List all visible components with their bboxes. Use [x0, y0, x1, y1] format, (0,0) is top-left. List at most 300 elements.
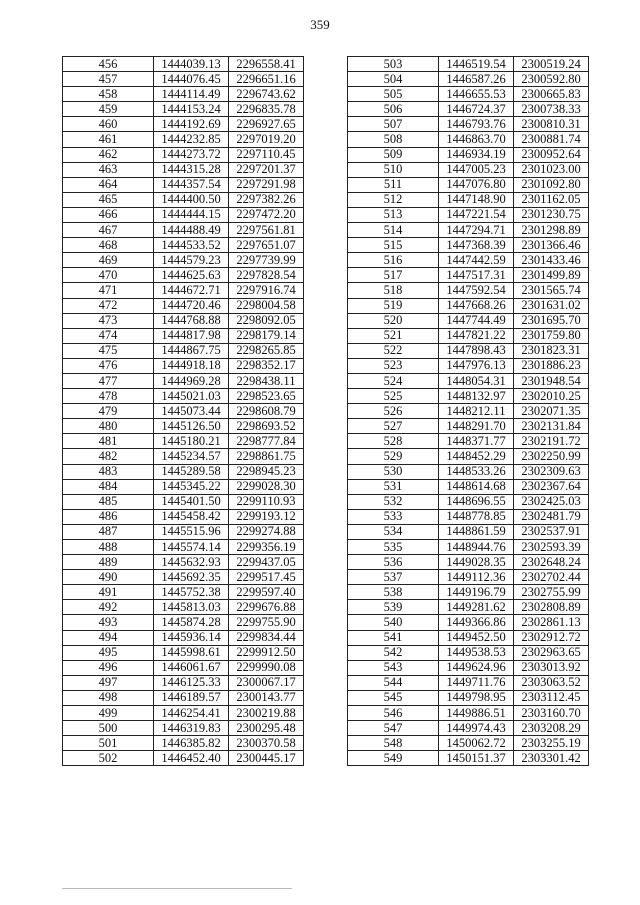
y-coordinate-cell: 2299676.88 [229, 600, 304, 615]
y-coordinate-cell: 2300219.88 [229, 706, 304, 721]
table-row [63, 207, 304, 222]
x-coordinate-cell: 1448291.70 [439, 419, 514, 434]
y-coordinate-cell: 2298352.17 [229, 358, 304, 373]
point-number-cell: 501 [63, 736, 154, 751]
table-row [348, 253, 589, 268]
point-number-cell: 482 [63, 449, 154, 464]
point-number-cell: 486 [63, 509, 154, 524]
point-number-cell: 485 [63, 494, 154, 509]
y-coordinate-cell: 2298438.11 [229, 373, 304, 388]
table-row [63, 253, 304, 268]
x-coordinate-cell: 1449028.35 [439, 555, 514, 570]
y-coordinate-cell: 2300592.80 [514, 72, 589, 87]
x-coordinate-cell: 1447442.59 [439, 253, 514, 268]
y-coordinate-cell: 2300067.17 [229, 675, 304, 690]
page-number: 359 [310, 17, 330, 32]
point-number-cell: 538 [348, 585, 439, 600]
point-number-cell: 530 [348, 464, 439, 479]
point-number-cell: 525 [348, 389, 439, 404]
point-number-cell: 527 [348, 419, 439, 434]
y-coordinate-cell: 2299597.40 [229, 585, 304, 600]
table-row [348, 238, 589, 253]
y-coordinate-cell: 2298092.05 [229, 313, 304, 328]
point-number-cell: 521 [348, 328, 439, 343]
y-coordinate-cell: 2303208.29 [514, 721, 589, 736]
x-coordinate-cell: 1449366.86 [439, 615, 514, 630]
y-coordinate-cell: 2301695.70 [514, 313, 589, 328]
table-row [63, 615, 304, 630]
point-number-cell: 547 [348, 721, 439, 736]
table-row [348, 298, 589, 313]
table-row [63, 751, 304, 766]
x-coordinate-cell: 1444076.45 [154, 72, 229, 87]
x-coordinate-cell: 1445126.50 [154, 419, 229, 434]
point-number-cell: 513 [348, 207, 439, 222]
table-row [348, 147, 589, 162]
point-number-cell: 506 [348, 102, 439, 117]
point-number-cell: 491 [63, 585, 154, 600]
point-number-cell: 524 [348, 373, 439, 388]
y-coordinate-cell: 2299193.12 [229, 509, 304, 524]
table-row [63, 238, 304, 253]
point-number-cell: 540 [348, 615, 439, 630]
x-coordinate-cell: 1444533.52 [154, 238, 229, 253]
point-number-cell: 514 [348, 223, 439, 238]
table-row [63, 298, 304, 313]
point-number-cell: 529 [348, 449, 439, 464]
x-coordinate-cell: 1445180.21 [154, 434, 229, 449]
x-coordinate-cell: 1448132.97 [439, 389, 514, 404]
y-coordinate-cell: 2299274.88 [229, 524, 304, 539]
table-row [63, 177, 304, 192]
table-row [348, 162, 589, 177]
y-coordinate-cell: 2302481.79 [514, 509, 589, 524]
y-coordinate-cell: 2300143.77 [229, 690, 304, 705]
x-coordinate-cell: 1444817.98 [154, 328, 229, 343]
x-coordinate-cell: 1447294.71 [439, 223, 514, 238]
table-row [63, 87, 304, 102]
table-row [348, 283, 589, 298]
x-coordinate-cell: 1445401.50 [154, 494, 229, 509]
table-row [348, 57, 589, 72]
y-coordinate-cell: 2299755.90 [229, 615, 304, 630]
x-coordinate-cell: 1447898.43 [439, 343, 514, 358]
y-coordinate-cell: 2301759.80 [514, 328, 589, 343]
point-number-cell: 502 [63, 751, 154, 766]
point-number-cell: 531 [348, 479, 439, 494]
x-coordinate-cell: 1446934.19 [439, 147, 514, 162]
x-coordinate-cell: 1450151.37 [439, 751, 514, 766]
y-coordinate-cell: 2297561.81 [229, 223, 304, 238]
x-coordinate-cell: 1444400.50 [154, 192, 229, 207]
point-number-cell: 539 [348, 600, 439, 615]
x-coordinate-cell: 1446189.57 [154, 690, 229, 705]
table-row [63, 223, 304, 238]
x-coordinate-cell: 1446254.41 [154, 706, 229, 721]
point-number-cell: 484 [63, 479, 154, 494]
x-coordinate-cell: 1449711.76 [439, 675, 514, 690]
bottom-divider [62, 888, 292, 889]
table-row [348, 419, 589, 434]
x-coordinate-cell: 1449886.51 [439, 706, 514, 721]
x-coordinate-cell: 1445234.57 [154, 449, 229, 464]
y-coordinate-cell: 2300738.33 [514, 102, 589, 117]
point-number-cell: 523 [348, 358, 439, 373]
table-row [348, 328, 589, 343]
x-coordinate-cell: 1445345.22 [154, 479, 229, 494]
y-coordinate-cell: 2302071.35 [514, 404, 589, 419]
point-number-cell: 512 [348, 192, 439, 207]
x-coordinate-cell: 1447368.39 [439, 238, 514, 253]
x-coordinate-cell: 1444357.54 [154, 177, 229, 192]
table-row [348, 117, 589, 132]
x-coordinate-cell: 1448371.77 [439, 434, 514, 449]
table-row [63, 706, 304, 721]
point-number-cell: 548 [348, 736, 439, 751]
x-coordinate-cell: 1449538.53 [439, 645, 514, 660]
x-coordinate-cell: 1444153.24 [154, 102, 229, 117]
y-coordinate-cell: 2302648.24 [514, 555, 589, 570]
point-number-cell: 481 [63, 434, 154, 449]
table-row [348, 706, 589, 721]
y-coordinate-cell: 2298693.52 [229, 419, 304, 434]
table-row [348, 87, 589, 102]
table-row [63, 147, 304, 162]
y-coordinate-cell: 2299990.08 [229, 660, 304, 675]
point-number-cell: 490 [63, 570, 154, 585]
point-number-cell: 465 [63, 192, 154, 207]
coordinates-table-right [347, 56, 589, 766]
x-coordinate-cell: 1444867.75 [154, 343, 229, 358]
point-number-cell: 463 [63, 162, 154, 177]
y-coordinate-cell: 2296558.41 [229, 57, 304, 72]
point-number-cell: 534 [348, 524, 439, 539]
table-row [348, 358, 589, 373]
point-number-cell: 522 [348, 343, 439, 358]
x-coordinate-cell: 1446863.70 [439, 132, 514, 147]
point-number-cell: 467 [63, 223, 154, 238]
point-number-cell: 483 [63, 464, 154, 479]
point-number-cell: 458 [63, 87, 154, 102]
x-coordinate-cell: 1445752.38 [154, 585, 229, 600]
table-row [348, 509, 589, 524]
coordinates-table-left [62, 56, 304, 766]
table-row [348, 600, 589, 615]
table-row [63, 343, 304, 358]
x-coordinate-cell: 1448944.76 [439, 540, 514, 555]
y-coordinate-cell: 2296743.62 [229, 87, 304, 102]
table-row [63, 57, 304, 72]
x-coordinate-cell: 1447221.54 [439, 207, 514, 222]
table-row [63, 630, 304, 645]
y-coordinate-cell: 2301499.89 [514, 268, 589, 283]
point-number-cell: 498 [63, 690, 154, 705]
table-row [63, 585, 304, 600]
y-coordinate-cell: 2301631.02 [514, 298, 589, 313]
point-number-cell: 517 [348, 268, 439, 283]
y-coordinate-cell: 2302861.13 [514, 615, 589, 630]
point-number-cell: 487 [63, 524, 154, 539]
table-row [348, 721, 589, 736]
table-row [63, 102, 304, 117]
table-row [63, 721, 304, 736]
point-number-cell: 520 [348, 313, 439, 328]
table-row [348, 690, 589, 705]
x-coordinate-cell: 1449974.43 [439, 721, 514, 736]
table-row [348, 615, 589, 630]
x-coordinate-cell: 1446587.26 [439, 72, 514, 87]
y-coordinate-cell: 2298523.65 [229, 389, 304, 404]
table-row [63, 540, 304, 555]
x-coordinate-cell: 1448614.68 [439, 479, 514, 494]
point-number-cell: 536 [348, 555, 439, 570]
table-row [348, 389, 589, 404]
point-number-cell: 488 [63, 540, 154, 555]
y-coordinate-cell: 2298861.75 [229, 449, 304, 464]
y-coordinate-cell: 2302131.84 [514, 419, 589, 434]
y-coordinate-cell: 2301565.74 [514, 283, 589, 298]
x-coordinate-cell: 1447005.23 [439, 162, 514, 177]
table-row [63, 464, 304, 479]
y-coordinate-cell: 2297382.26 [229, 192, 304, 207]
point-number-cell: 459 [63, 102, 154, 117]
x-coordinate-cell: 1447744.49 [439, 313, 514, 328]
table-row [348, 343, 589, 358]
table-row [348, 434, 589, 449]
y-coordinate-cell: 2302191.72 [514, 434, 589, 449]
x-coordinate-cell: 1447148.90 [439, 192, 514, 207]
y-coordinate-cell: 2303160.70 [514, 706, 589, 721]
table-row [348, 373, 589, 388]
point-number-cell: 457 [63, 72, 154, 87]
point-number-cell: 542 [348, 645, 439, 660]
point-number-cell: 473 [63, 313, 154, 328]
point-number-cell: 477 [63, 373, 154, 388]
y-coordinate-cell: 2301948.54 [514, 373, 589, 388]
point-number-cell: 508 [348, 132, 439, 147]
table-row [63, 509, 304, 524]
y-coordinate-cell: 2303255.19 [514, 736, 589, 751]
y-coordinate-cell: 2303063.52 [514, 675, 589, 690]
y-coordinate-cell: 2302537.91 [514, 524, 589, 539]
point-number-cell: 493 [63, 615, 154, 630]
x-coordinate-cell: 1446793.76 [439, 117, 514, 132]
y-coordinate-cell: 2300295.48 [229, 721, 304, 736]
y-coordinate-cell: 2301023.00 [514, 162, 589, 177]
point-number-cell: 503 [348, 57, 439, 72]
table-row [348, 675, 589, 690]
x-coordinate-cell: 1449281.62 [439, 600, 514, 615]
point-number-cell: 460 [63, 117, 154, 132]
point-number-cell: 475 [63, 343, 154, 358]
point-number-cell: 505 [348, 87, 439, 102]
table-row [63, 192, 304, 207]
point-number-cell: 535 [348, 540, 439, 555]
table-row [63, 555, 304, 570]
x-coordinate-cell: 1444579.23 [154, 253, 229, 268]
table-row [348, 404, 589, 419]
y-coordinate-cell: 2297291.98 [229, 177, 304, 192]
x-coordinate-cell: 1446655.53 [439, 87, 514, 102]
x-coordinate-cell: 1447976.13 [439, 358, 514, 373]
y-coordinate-cell: 2302808.89 [514, 600, 589, 615]
x-coordinate-cell: 1444114.49 [154, 87, 229, 102]
y-coordinate-cell: 2300445.17 [229, 751, 304, 766]
y-coordinate-cell: 2302912.72 [514, 630, 589, 645]
x-coordinate-cell: 1449452.50 [439, 630, 514, 645]
table-row [63, 570, 304, 585]
point-number-cell: 456 [63, 57, 154, 72]
x-coordinate-cell: 1445874.28 [154, 615, 229, 630]
x-coordinate-cell: 1445998.61 [154, 645, 229, 660]
table-row [348, 72, 589, 87]
table-row [63, 645, 304, 660]
point-number-cell: 518 [348, 283, 439, 298]
y-coordinate-cell: 2301823.31 [514, 343, 589, 358]
y-coordinate-cell: 2302309.63 [514, 464, 589, 479]
table-row [348, 585, 589, 600]
point-number-cell: 507 [348, 117, 439, 132]
y-coordinate-cell: 2297201.37 [229, 162, 304, 177]
x-coordinate-cell: 1446385.82 [154, 736, 229, 751]
x-coordinate-cell: 1450062.72 [439, 736, 514, 751]
table-row [63, 479, 304, 494]
y-coordinate-cell: 2297828.54 [229, 268, 304, 283]
x-coordinate-cell: 1444720.46 [154, 298, 229, 313]
table-row [63, 373, 304, 388]
x-coordinate-cell: 1444232.85 [154, 132, 229, 147]
table-row [63, 72, 304, 87]
x-coordinate-cell: 1448778.85 [439, 509, 514, 524]
x-coordinate-cell: 1445574.14 [154, 540, 229, 555]
table-row [348, 192, 589, 207]
point-number-cell: 500 [63, 721, 154, 736]
y-coordinate-cell: 2302593.39 [514, 540, 589, 555]
point-number-cell: 544 [348, 675, 439, 690]
point-number-cell: 495 [63, 645, 154, 660]
y-coordinate-cell: 2297019.20 [229, 132, 304, 147]
x-coordinate-cell: 1444672.71 [154, 283, 229, 298]
table-row [63, 117, 304, 132]
x-coordinate-cell: 1445021.03 [154, 389, 229, 404]
point-number-cell: 470 [63, 268, 154, 283]
x-coordinate-cell: 1449196.79 [439, 585, 514, 600]
table-row [348, 102, 589, 117]
x-coordinate-cell: 1445458.42 [154, 509, 229, 524]
table-row [63, 736, 304, 751]
point-number-cell: 464 [63, 177, 154, 192]
x-coordinate-cell: 1449624.96 [439, 660, 514, 675]
y-coordinate-cell: 2301433.46 [514, 253, 589, 268]
table-row [348, 570, 589, 585]
x-coordinate-cell: 1445515.96 [154, 524, 229, 539]
point-number-cell: 541 [348, 630, 439, 645]
table-row [63, 162, 304, 177]
y-coordinate-cell: 2300370.58 [229, 736, 304, 751]
table-row [348, 313, 589, 328]
y-coordinate-cell: 2298265.85 [229, 343, 304, 358]
x-coordinate-cell: 1446125.33 [154, 675, 229, 690]
point-number-cell: 510 [348, 162, 439, 177]
table-row [348, 479, 589, 494]
x-coordinate-cell: 1444192.69 [154, 117, 229, 132]
table-row [63, 494, 304, 509]
y-coordinate-cell: 2302425.03 [514, 494, 589, 509]
x-coordinate-cell: 1448861.59 [439, 524, 514, 539]
y-coordinate-cell: 2300810.31 [514, 117, 589, 132]
x-coordinate-cell: 1445073.44 [154, 404, 229, 419]
y-coordinate-cell: 2300952.64 [514, 147, 589, 162]
table-row [63, 328, 304, 343]
point-number-cell: 509 [348, 147, 439, 162]
x-coordinate-cell: 1448452.29 [439, 449, 514, 464]
table-row [63, 283, 304, 298]
x-coordinate-cell: 1445632.93 [154, 555, 229, 570]
y-coordinate-cell: 2297651.07 [229, 238, 304, 253]
table-row [63, 313, 304, 328]
table-row [63, 690, 304, 705]
table-row [348, 751, 589, 766]
y-coordinate-cell: 2297739.99 [229, 253, 304, 268]
point-number-cell: 478 [63, 389, 154, 404]
x-coordinate-cell: 1444969.28 [154, 373, 229, 388]
y-coordinate-cell: 2298004.58 [229, 298, 304, 313]
y-coordinate-cell: 2302010.25 [514, 389, 589, 404]
table-row [348, 449, 589, 464]
point-number-cell: 537 [348, 570, 439, 585]
point-number-cell: 489 [63, 555, 154, 570]
x-coordinate-cell: 1446519.54 [439, 57, 514, 72]
point-number-cell: 543 [348, 660, 439, 675]
y-coordinate-cell: 2302963.65 [514, 645, 589, 660]
table-row [63, 389, 304, 404]
point-number-cell: 468 [63, 238, 154, 253]
y-coordinate-cell: 2303112.45 [514, 690, 589, 705]
y-coordinate-cell: 2299912.50 [229, 645, 304, 660]
point-number-cell: 516 [348, 253, 439, 268]
point-number-cell: 466 [63, 207, 154, 222]
table-row [348, 645, 589, 660]
x-coordinate-cell: 1446452.40 [154, 751, 229, 766]
y-coordinate-cell: 2301162.05 [514, 192, 589, 207]
y-coordinate-cell: 2301366.46 [514, 238, 589, 253]
table-row [348, 268, 589, 283]
table-row [63, 675, 304, 690]
point-number-cell: 471 [63, 283, 154, 298]
x-coordinate-cell: 1447821.22 [439, 328, 514, 343]
table-row [348, 494, 589, 509]
table-row [63, 268, 304, 283]
point-number-cell: 494 [63, 630, 154, 645]
point-number-cell: 480 [63, 419, 154, 434]
table-row [348, 660, 589, 675]
point-number-cell: 519 [348, 298, 439, 313]
y-coordinate-cell: 2302250.99 [514, 449, 589, 464]
x-coordinate-cell: 1448212.11 [439, 404, 514, 419]
y-coordinate-cell: 2303301.42 [514, 751, 589, 766]
x-coordinate-cell: 1444315.28 [154, 162, 229, 177]
y-coordinate-cell: 2300665.83 [514, 87, 589, 102]
x-coordinate-cell: 1446061.67 [154, 660, 229, 675]
y-coordinate-cell: 2302367.64 [514, 479, 589, 494]
point-number-cell: 504 [348, 72, 439, 87]
point-number-cell: 533 [348, 509, 439, 524]
table-row [348, 736, 589, 751]
y-coordinate-cell: 2297916.74 [229, 283, 304, 298]
table-row [63, 434, 304, 449]
y-coordinate-cell: 2299028.30 [229, 479, 304, 494]
y-coordinate-cell: 2299356.19 [229, 540, 304, 555]
